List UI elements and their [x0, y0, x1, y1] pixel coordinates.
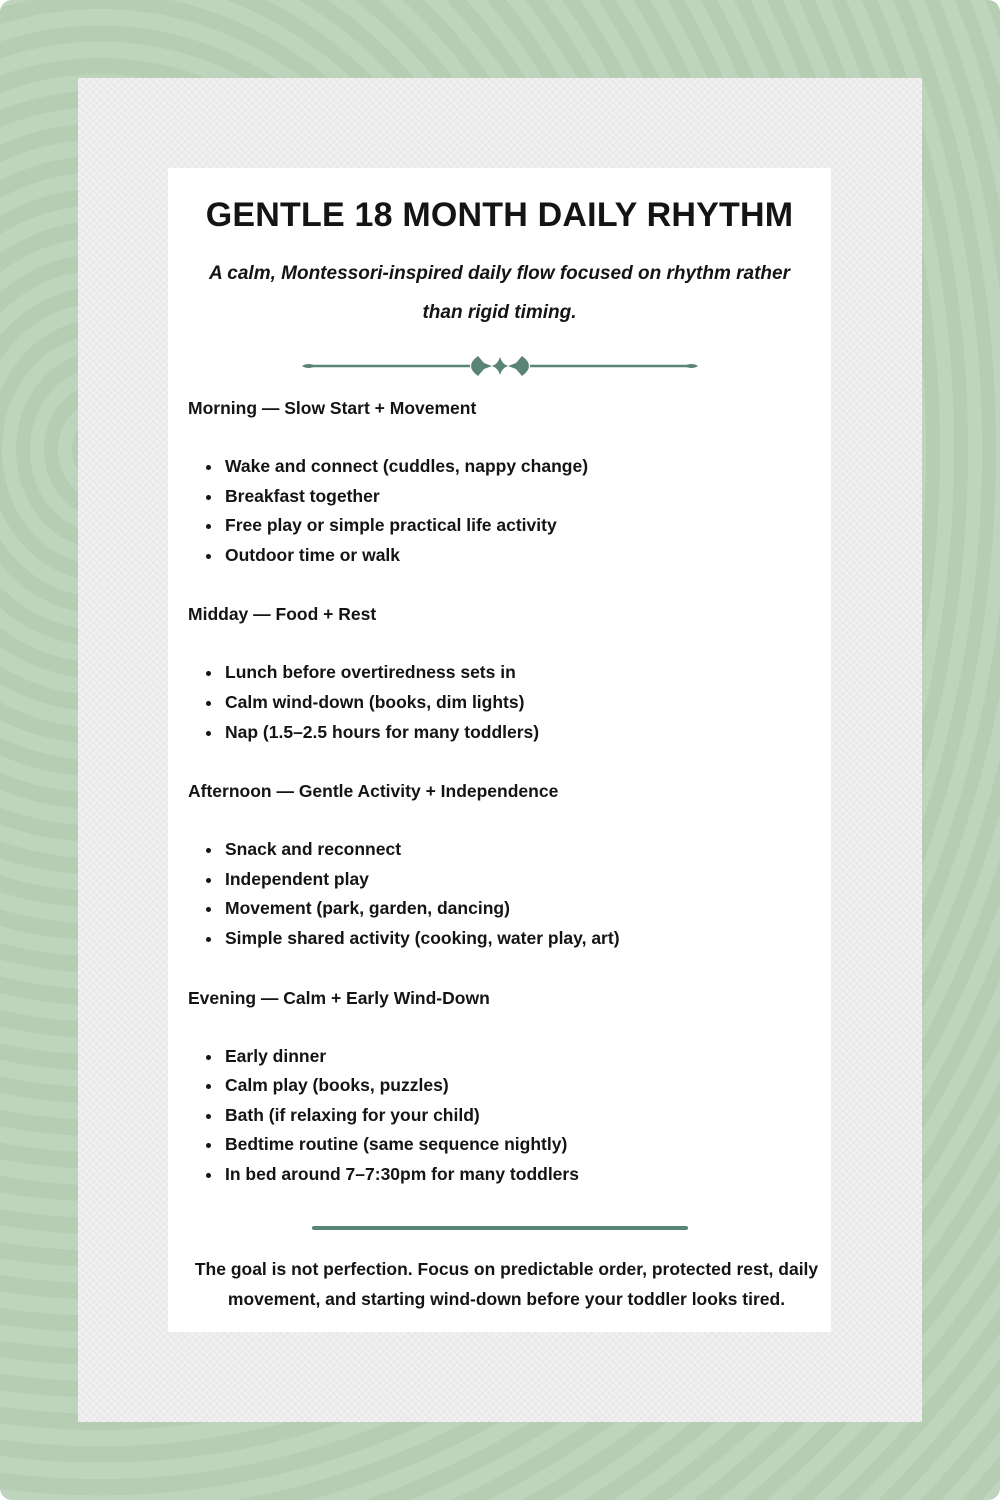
printable-card — [168, 168, 831, 1332]
bullet-icon — [206, 848, 211, 853]
list-item — [206, 511, 811, 541]
list-item-text: Early dinner — [225, 1045, 327, 1066]
list-item — [206, 1071, 811, 1101]
bullet-icon — [206, 878, 211, 883]
schedule-content — [188, 393, 811, 1219]
list-item — [206, 835, 811, 865]
list-item-text: Lunch before overtiredness sets in — [225, 662, 516, 683]
bottom-divider — [312, 1226, 688, 1230]
bullet-icon — [206, 731, 211, 736]
list-item-text: Bedtime routine (same sequence nightly) — [225, 1134, 568, 1155]
bullet-icon — [206, 1084, 211, 1089]
subtitle: A calm, Montessori-inspired daily flow focused on rhythm rather than rigid timing. — [208, 263, 790, 323]
section-evening — [188, 983, 811, 1190]
section-list — [188, 835, 811, 953]
list-item-text: Free play or simple practical life activity — [225, 515, 557, 536]
list-item — [206, 482, 811, 512]
section-afternoon — [188, 776, 811, 953]
list-item-text: Breakfast together — [225, 485, 380, 506]
list-item — [206, 541, 811, 571]
section-heading: Midday — Food + Rest — [188, 604, 377, 625]
bullet-icon — [206, 1114, 211, 1119]
list-item — [206, 865, 811, 895]
bullet-icon — [206, 1055, 211, 1060]
ornamental-divider-icon — [300, 352, 700, 380]
bullet-icon — [206, 907, 211, 912]
bullet-icon — [206, 495, 211, 500]
list-item-text: Independent play — [225, 868, 369, 889]
bullet-icon — [206, 1143, 211, 1148]
list-item-text: Calm play (books, puzzles) — [225, 1075, 449, 1096]
section-list — [188, 452, 811, 570]
list-item — [206, 658, 811, 688]
section-midday — [188, 599, 811, 747]
list-item-text: Snack and reconnect — [225, 839, 402, 860]
list-item-text: Outdoor time or walk — [225, 544, 401, 565]
list-item — [206, 718, 811, 748]
bullet-icon — [206, 524, 211, 529]
list-item — [206, 1101, 811, 1131]
list-item-text: Bath (if relaxing for your child) — [225, 1104, 480, 1125]
list-item — [206, 688, 811, 718]
section-list — [188, 658, 811, 747]
list-item — [206, 924, 811, 954]
list-item — [206, 452, 811, 482]
list-item-text: Movement (park, garden, dancing) — [225, 898, 510, 919]
bullet-icon — [206, 465, 211, 470]
list-item — [206, 1160, 811, 1190]
list-item-text: Nap (1.5–2.5 hours for many toddlers) — [225, 721, 540, 742]
bullet-icon — [206, 701, 211, 706]
list-item-text: Wake and connect (cuddles, nappy change) — [225, 456, 589, 476]
closing-note: The goal is not perfection. Focus on predictable order, protected rest, daily movement, and starting wind-down before your toddler looks tired. — [194, 1259, 819, 1309]
section-heading: Afternoon — Gentle Activity + Independence — [188, 781, 559, 802]
bullet-icon — [206, 1173, 211, 1178]
section-heading: Morning — Slow Start + Movement — [188, 398, 477, 418]
bullet-icon — [206, 937, 211, 942]
section-list — [188, 1042, 811, 1190]
list-item — [206, 1130, 811, 1160]
bullet-icon — [206, 554, 211, 559]
section-morning — [188, 393, 811, 570]
list-item-text: In bed around 7–7:30pm for many toddlers — [225, 1163, 579, 1184]
page-title: GENTLE 18 MONTH DAILY RHYTHM — [205, 196, 794, 234]
list-item-text: Simple shared activity (cooking, water play, art) — [225, 927, 620, 948]
list-item — [206, 1042, 811, 1072]
list-item-text: Calm wind-down (books, dim lights) — [225, 691, 525, 712]
section-heading: Evening — Calm + Early Wind-Down — [188, 987, 490, 1008]
bullet-icon — [206, 671, 211, 676]
list-item — [206, 894, 811, 924]
